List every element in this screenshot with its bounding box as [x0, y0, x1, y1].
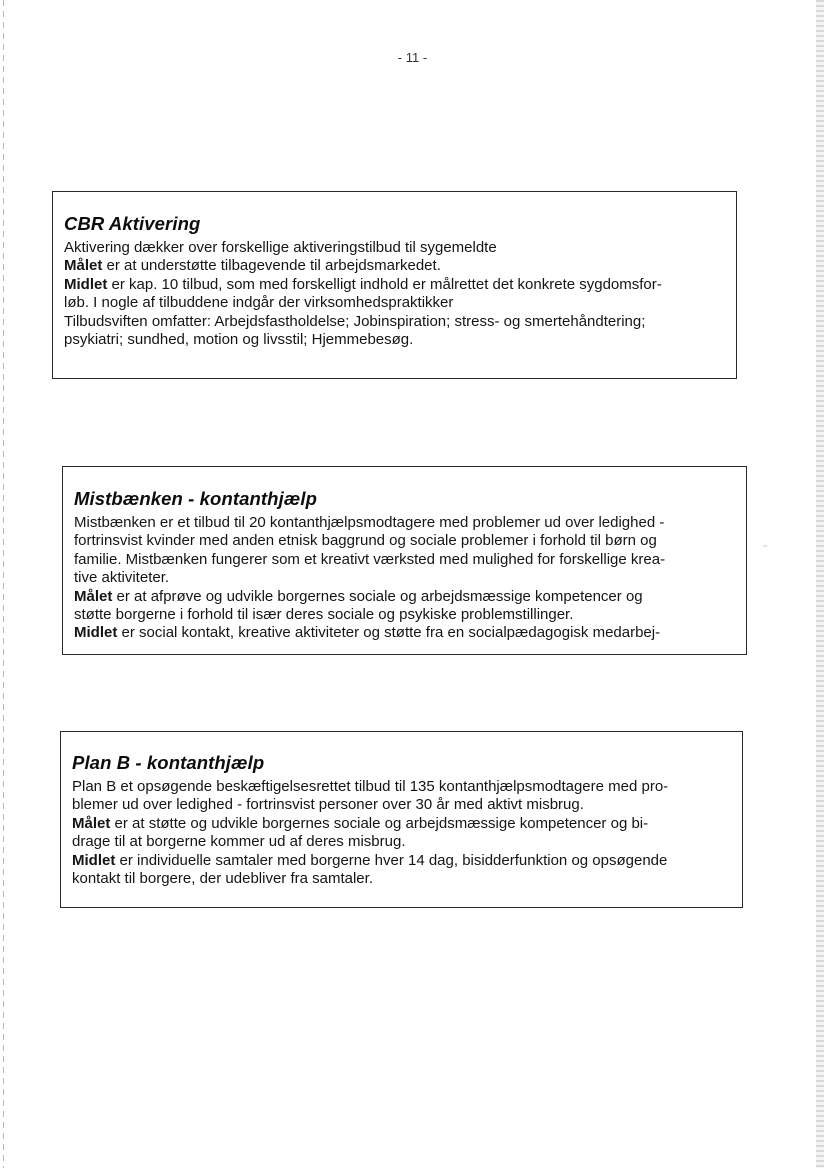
- box-title: Mistbænken - kontanthjælp: [74, 488, 317, 509]
- box-line: [64, 294, 724, 312]
- box-line: [72, 870, 730, 888]
- box-line-text: støtte borgerne i forhold til især deres sociale og psykiske problemstillinger.: [74, 606, 574, 624]
- box-line: [74, 551, 734, 569]
- box-line: [72, 815, 730, 833]
- box-line-text: Tilbudsviften omfatter: Arbejdsfastholdelse; Jobinspiration; stress- og smertehåndtering;: [64, 312, 646, 330]
- box-line-text: løb. I nogle af tilbuddene indgår der virksomhedspraktikker: [64, 294, 454, 312]
- box-line: [72, 778, 730, 796]
- scan-edge-left: [3, 0, 4, 1168]
- box-line: [74, 532, 734, 550]
- box-line: [64, 313, 724, 331]
- box-line-bold: Midlet: [64, 275, 108, 293]
- box-line: [72, 833, 730, 851]
- box-line-text: drage til at borgerne kommer ud af deres misbrug.: [72, 833, 406, 851]
- box-line: [72, 852, 730, 870]
- box-line-bold: Midlet: [72, 851, 116, 869]
- box-line-text: familie. Mistbænken fungerer som et kreativt værksted med mulighed for forskellige krea-: [74, 550, 666, 568]
- box-line-bold: Målet: [72, 814, 111, 832]
- box-line: [74, 514, 734, 532]
- box-line-text: blemer ud over ledighed - fortrinsvist personer over 30 år med aktivt misbrug.: [72, 796, 584, 814]
- box-line-text: kontakt til borgere, der udebliver fra samtaler.: [72, 870, 373, 888]
- box-line-text: psykiatri; sundhed, motion og livsstil; Hjemmebesøg.: [64, 331, 414, 349]
- box-title: Plan B - kontanthjælp: [72, 752, 265, 773]
- box-title: CBR Aktivering: [64, 213, 201, 234]
- box-line-text: er individuelle samtaler med borgerne hver 14 dag, bisidderfunktion og opsøgende: [115, 851, 668, 869]
- mistbaenken-box: [62, 466, 747, 655]
- box-line: [74, 588, 734, 606]
- box-line-text: er at understøtte tilbagevende til arbejdsmarkedet.: [102, 257, 441, 275]
- box-line-text: Mistbænken er et tilbud til 20 kontanthjælpsmodtagere med problemer ud over ledighed -: [74, 514, 665, 531]
- cbr-aktivering-box: [52, 191, 737, 379]
- box-line: [64, 331, 724, 349]
- box-line-text: er at afprøve og udvikle borgernes sociale og arbejdsmæssige kompetencer og: [112, 587, 643, 605]
- box-line-text: er social kontakt, kreative aktiviteter og støtte fra en socialpædagogisk medarbej-: [117, 624, 661, 642]
- box-line: [64, 257, 724, 275]
- box-line: [72, 796, 730, 814]
- scan-edge-right: [816, 0, 824, 1168]
- box-line: [74, 606, 734, 624]
- page-number: - 11 -: [397, 50, 428, 65]
- box-line: [74, 624, 734, 642]
- box-line-bold: Målet: [64, 257, 103, 275]
- box-line-text: fortrinsvist kvinder med anden etnisk baggrund og sociale problemer i forhold til børn og: [74, 532, 657, 550]
- box-line: [64, 239, 724, 257]
- box-line-text: Plan B et opsøgende beskæftigelsesrettet tilbud til 135 kontanthjælpsmodtagere med pro-: [72, 778, 669, 795]
- box-line-bold: Midlet: [74, 624, 118, 642]
- box-line-text: er kap. 10 tilbud, som med forskelligt indhold er målrettet det konkrete sygdomsfor-: [107, 275, 662, 293]
- box-line: [74, 569, 734, 587]
- box-line-bold: Målet: [74, 587, 113, 605]
- box-line-text: Aktivering dækker over forskellige aktiveringstilbud til sygemeldte: [64, 239, 497, 256]
- plan-b-box: [60, 731, 743, 908]
- box-line: [64, 276, 724, 294]
- box-line-text: er at støtte og udvikle borgernes sociale og arbejdsmæssige kompetencer og bi-: [110, 814, 649, 832]
- box-line-text: tive aktiviteter.: [74, 569, 170, 587]
- scan-speck: ⌃: [761, 544, 770, 555]
